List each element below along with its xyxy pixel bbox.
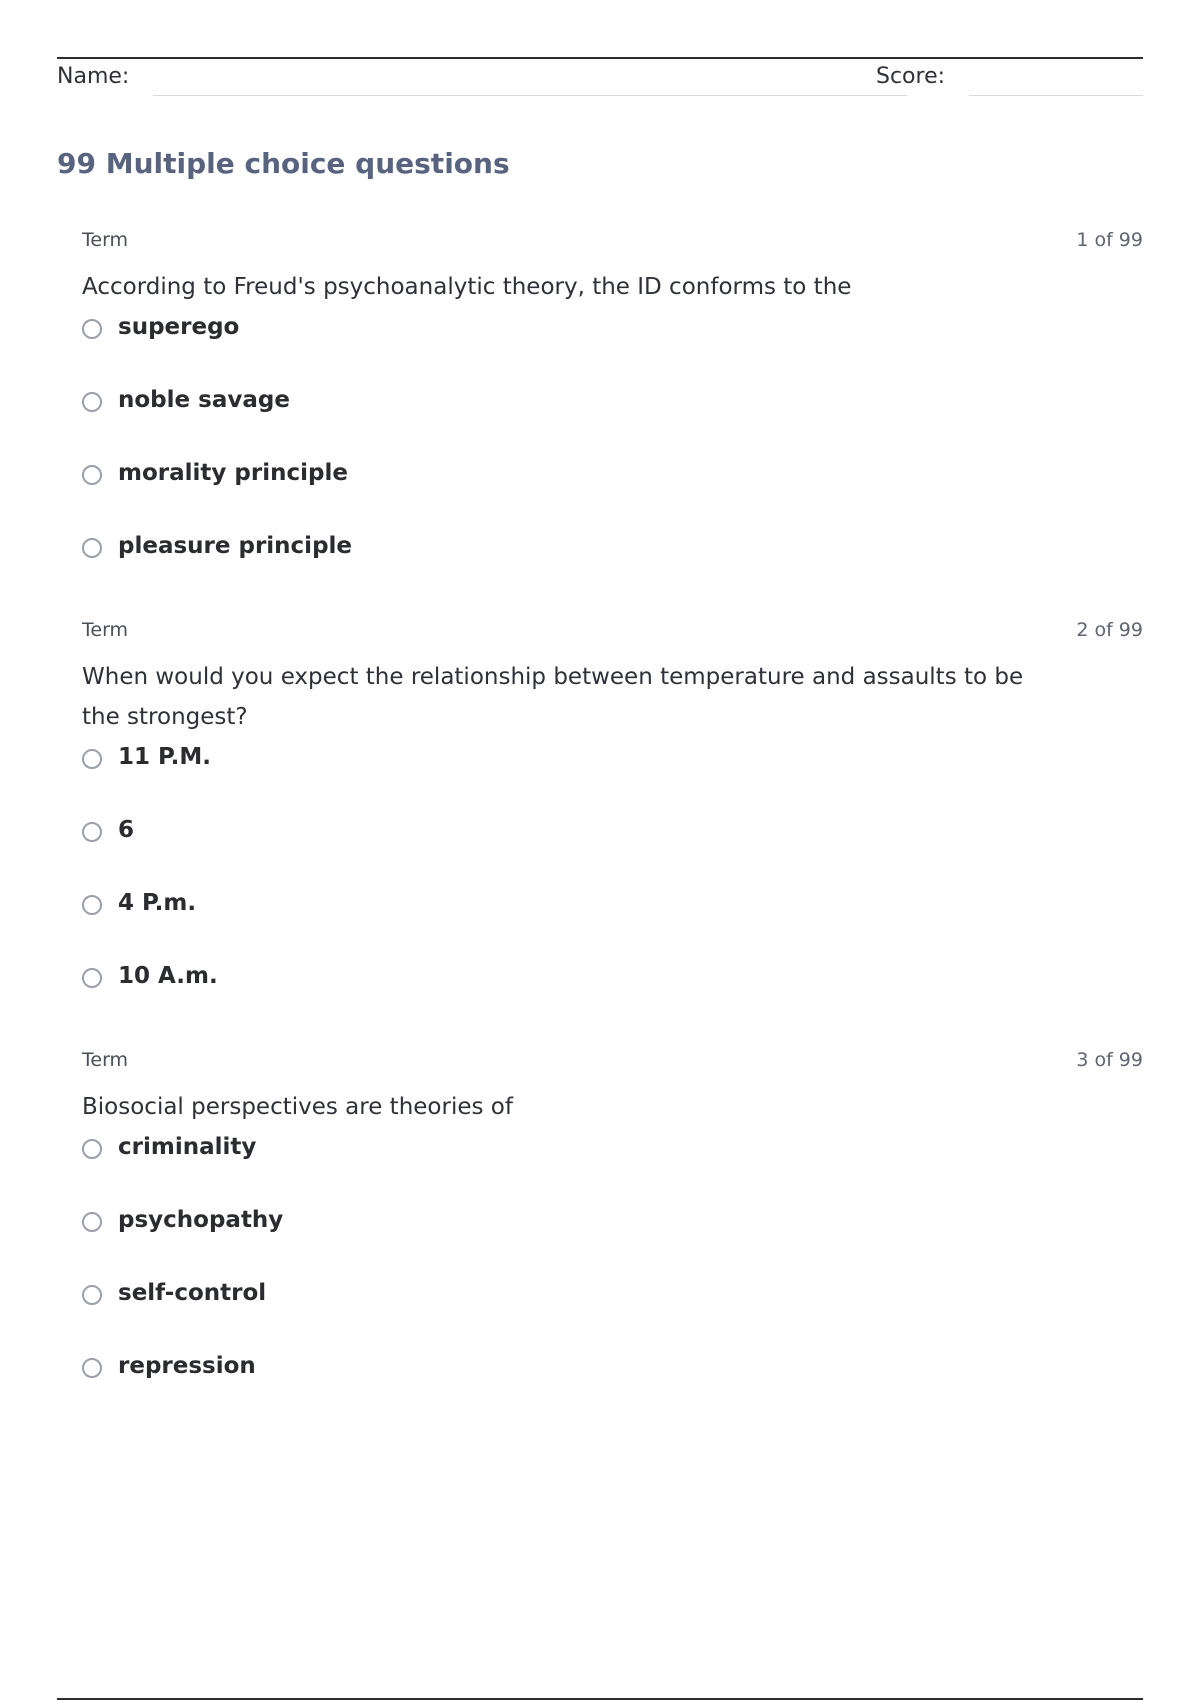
answer-option[interactable] bbox=[82, 1280, 1143, 1358]
answer-option-label: psychopathy bbox=[118, 1207, 284, 1233]
term-label: Term bbox=[82, 619, 129, 641]
worksheet-header bbox=[57, 62, 1143, 98]
answer-option-label: 6 bbox=[118, 817, 135, 843]
radio-button[interactable] bbox=[82, 1358, 102, 1378]
score-field[interactable] bbox=[969, 95, 1143, 96]
answer-options bbox=[82, 744, 1143, 1041]
answer-option-label: repression bbox=[118, 1353, 256, 1379]
answer-option[interactable] bbox=[82, 817, 1143, 895]
name-field[interactable] bbox=[153, 95, 907, 96]
question-counter: 1 of 99 bbox=[1076, 229, 1143, 251]
radio-button[interactable] bbox=[82, 1139, 102, 1159]
answer-options bbox=[82, 314, 1143, 611]
answer-option-label: superego bbox=[118, 314, 240, 340]
answer-option[interactable] bbox=[82, 533, 1143, 611]
top-divider bbox=[57, 57, 1143, 59]
answer-option[interactable] bbox=[82, 1353, 1143, 1431]
question-card bbox=[82, 229, 1143, 611]
term-label: Term bbox=[82, 229, 129, 251]
radio-button[interactable] bbox=[82, 822, 102, 842]
radio-button[interactable] bbox=[82, 895, 102, 915]
answer-option[interactable] bbox=[82, 744, 1143, 822]
score-label: Score: bbox=[876, 64, 946, 89]
answer-option-label: noble savage bbox=[118, 387, 290, 413]
question-counter: 3 of 99 bbox=[1076, 1049, 1143, 1071]
radio-button[interactable] bbox=[82, 749, 102, 769]
answer-option[interactable] bbox=[82, 460, 1143, 538]
question-text: Biosocial perspectives are theories of bbox=[82, 1094, 513, 1120]
answer-option-label: 10 A.m. bbox=[118, 963, 218, 989]
answer-option-label: criminality bbox=[118, 1134, 257, 1160]
question-header bbox=[82, 619, 1143, 643]
answer-option-label: 4 P.m. bbox=[118, 890, 197, 916]
question-header bbox=[82, 229, 1143, 253]
radio-button[interactable] bbox=[82, 538, 102, 558]
radio-button[interactable] bbox=[82, 1212, 102, 1232]
section-title: 99 Multiple choice questions bbox=[57, 147, 510, 180]
question-card bbox=[82, 619, 1143, 1041]
radio-button[interactable] bbox=[82, 392, 102, 412]
question-counter: 2 of 99 bbox=[1076, 619, 1143, 641]
question-text: According to Freud's psychoanalytic theory, the ID conforms to the bbox=[82, 274, 852, 300]
radio-button[interactable] bbox=[82, 465, 102, 485]
question-header bbox=[82, 1049, 1143, 1073]
answer-option[interactable] bbox=[82, 1207, 1143, 1285]
answer-option[interactable] bbox=[82, 1134, 1143, 1212]
answer-option-label: morality principle bbox=[118, 460, 348, 486]
answer-option[interactable] bbox=[82, 314, 1143, 392]
name-label: Name: bbox=[57, 64, 130, 89]
answer-option[interactable] bbox=[82, 890, 1143, 968]
answer-option-label: pleasure principle bbox=[118, 533, 353, 559]
answer-options bbox=[82, 1134, 1143, 1431]
answer-option[interactable] bbox=[82, 963, 1143, 1041]
answer-option-label: self-control bbox=[118, 1280, 267, 1306]
term-label: Term bbox=[82, 1049, 129, 1071]
radio-button[interactable] bbox=[82, 319, 102, 339]
question-card bbox=[82, 1049, 1143, 1431]
radio-button[interactable] bbox=[82, 968, 102, 988]
radio-button[interactable] bbox=[82, 1285, 102, 1305]
question-text: When would you expect the relationship between temperature and assaults to be the strongest? bbox=[82, 664, 1024, 730]
answer-option-label: 11 P.M. bbox=[118, 744, 212, 770]
answer-option[interactable] bbox=[82, 387, 1143, 465]
